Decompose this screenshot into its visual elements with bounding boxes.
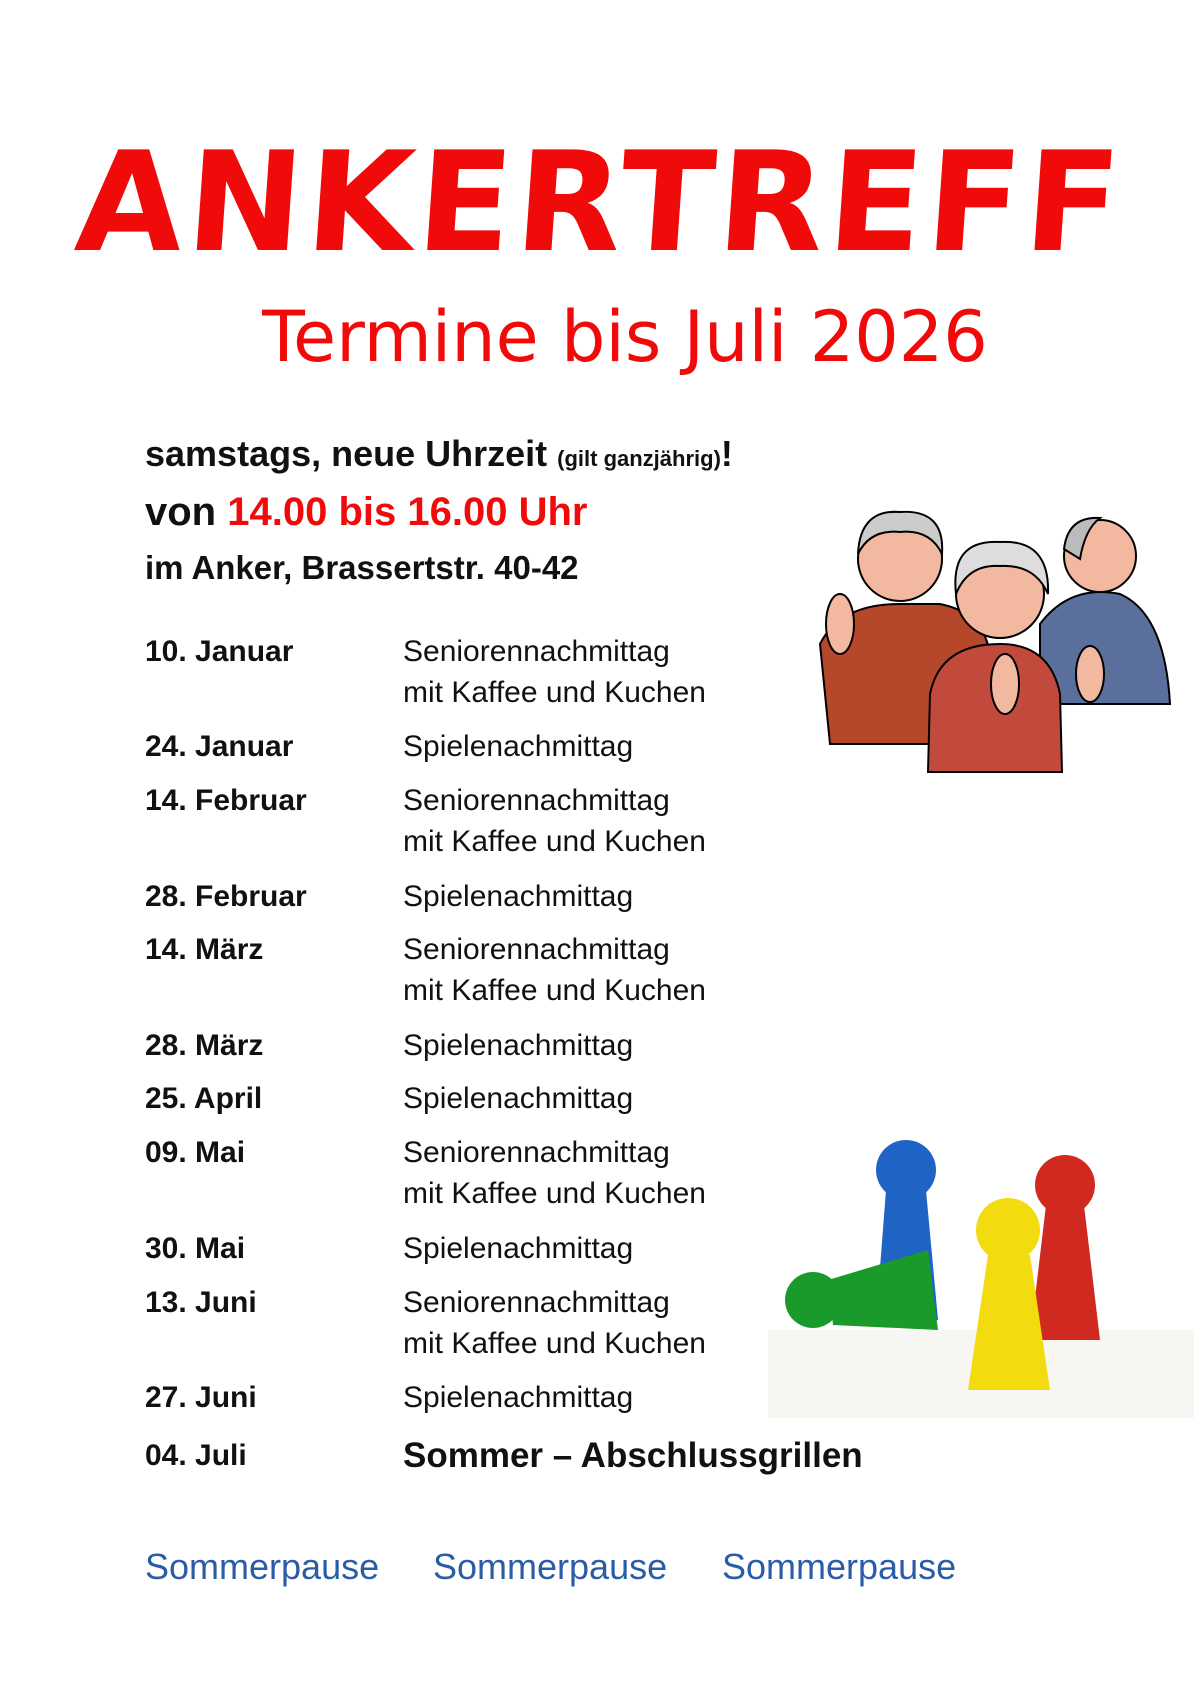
event-date: 28. März (145, 1029, 264, 1062)
event-title: Spielenachmittag (403, 1381, 634, 1414)
event-title: Spielenachmittag (403, 730, 634, 763)
intro-time (145, 488, 587, 536)
event-detail: mit Kaffee und Kuchen (403, 676, 706, 709)
event-detail: mit Kaffee und Kuchen (403, 1327, 706, 1360)
poster-title: ANKERTREFF (71, 122, 1130, 283)
intro-day-note: (gilt ganzjährig) (557, 446, 721, 471)
event-title: Seniorennachmittag (403, 1136, 670, 1169)
intro-day-text: samstags, neue Uhrzeit (145, 433, 558, 474)
event-description (403, 1078, 633, 1119)
event-title: Spielenachmittag (403, 1029, 634, 1062)
event-date: 24. Januar (145, 730, 294, 763)
event-description (403, 1377, 633, 1418)
event-date: 10. Januar (145, 635, 294, 668)
event-date: 14. Februar (145, 784, 307, 817)
event-title: Spielenachmittag (403, 1232, 634, 1265)
seniors-thumbs-up-illustration (800, 504, 1175, 776)
event-detail: mit Kaffee und Kuchen (403, 974, 706, 1007)
event-description (403, 1132, 706, 1214)
event-date: 27. Juni (145, 1381, 257, 1414)
intro-time-prefix: von (145, 490, 228, 534)
event-title: Seniorennachmittag (403, 933, 670, 966)
event-description (403, 631, 706, 713)
event-date: 25. April (145, 1082, 263, 1115)
poster-subtitle: Termine bis Juli 2026 (262, 296, 988, 378)
intro-time-value: 14.00 bis 16.00 Uhr (227, 490, 588, 534)
event-description (403, 726, 633, 767)
event-date: 09. Mai (145, 1136, 246, 1169)
intro-location: im Anker, Brassertstr. 40-42 (145, 549, 579, 586)
intro-day (145, 432, 733, 481)
event-description (403, 1282, 706, 1364)
event-date: 13. Juni (145, 1286, 257, 1319)
board-game-pieces-image (768, 1130, 1194, 1418)
event-detail: mit Kaffee und Kuchen (403, 825, 706, 858)
red-piece (1030, 1155, 1100, 1340)
event-date: 04. Juli (145, 1439, 247, 1472)
event-date: 28. Februar (145, 880, 307, 913)
event-title: Seniorennachmittag (403, 1286, 670, 1319)
green-piece (785, 1250, 938, 1330)
event-description (403, 1435, 863, 1476)
event-description (403, 1228, 633, 1269)
event-description (403, 876, 633, 917)
summer-break-1: Sommerpause (145, 1546, 380, 1587)
summer-break-2: Sommerpause (433, 1546, 668, 1587)
event-title: Spielenachmittag (403, 880, 634, 913)
intro-day-end: ! (720, 433, 733, 474)
event-date: 14. März (145, 933, 264, 966)
summer-break-3: Sommerpause (722, 1546, 957, 1587)
event-description (403, 929, 706, 1011)
event-title: Spielenachmittag (403, 1082, 634, 1115)
event-description (403, 1025, 633, 1066)
event-description (403, 780, 706, 862)
event-title: Seniorennachmittag (403, 784, 670, 817)
event-date: 30. Mai (145, 1232, 246, 1265)
event-title: Seniorennachmittag (403, 635, 670, 668)
event-detail: mit Kaffee und Kuchen (403, 1177, 706, 1210)
event-title: Sommer – Abschlussgrillen (403, 1436, 863, 1475)
